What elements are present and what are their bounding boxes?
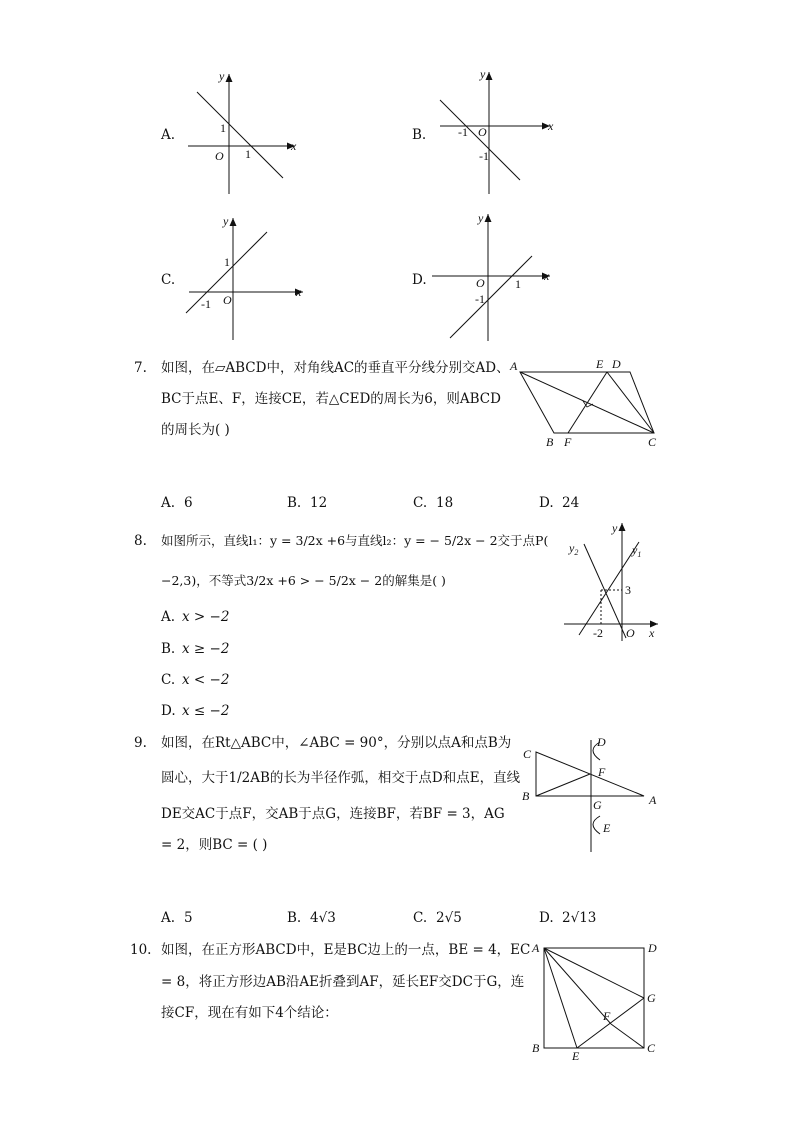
q8-option-d-label: D. — [161, 703, 176, 719]
y-intercept-label: -1 — [475, 292, 485, 306]
q7-number: 7. — [134, 360, 147, 376]
x-intercept-label: -1 — [201, 297, 211, 311]
y-value-label: 3 — [625, 583, 631, 597]
q8-text-line1: 如图所示，直线l₁：y = 3/2x +6与直线l₂：y = − 5/2x − 2交于点P( — [161, 533, 549, 548]
y-axis-arrow-icon — [230, 218, 237, 226]
point-b-label: B — [522, 789, 530, 803]
q6-option-b-label: B. — [412, 127, 427, 143]
q8-number: 8. — [134, 533, 147, 549]
q10-square-figure — [528, 938, 664, 1068]
x-intercept-label: 1 — [515, 277, 521, 291]
origin-label: O — [223, 293, 232, 307]
q8-option-c-label: C. — [161, 672, 176, 688]
perpendicular-bisector-ef — [568, 372, 607, 433]
y-intercept-label: 1 — [220, 121, 226, 135]
y-label: y — [223, 214, 229, 228]
q9-text-line2: 圆心，大于1/2AB的长为半径作弧，相交于点D和点E，直线 — [161, 770, 521, 786]
graph-line — [450, 256, 532, 338]
q9-text-line3: DE交AC于点F，交AB于点G，连接BF，若BF = 3，AG — [161, 806, 505, 822]
point-e-label: E — [603, 821, 611, 835]
segment-cf — [611, 1024, 644, 1048]
segment-bf — [536, 774, 590, 796]
q7-parallelogram-figure — [508, 356, 662, 455]
q6-graph-c — [183, 212, 313, 348]
q8-option-b-text: x ≥ −2 — [182, 641, 230, 657]
point-a-label: A — [649, 793, 657, 807]
q7-option-d-label: D. — [539, 495, 554, 511]
q7-option-c-label: C. — [413, 495, 428, 511]
point-f-label: F — [603, 1009, 611, 1023]
q9-option-b-label: B. — [287, 910, 302, 926]
q8-text-line2: −2,3)，不等式3/2x +6 > − 5/2x − 2的解集是( ) — [161, 573, 446, 588]
q8-option-c-text: x < −2 — [182, 672, 230, 688]
y-axis-arrow-icon — [485, 214, 492, 222]
point-f-label: F — [564, 435, 572, 449]
q10-text-line1: 如图，在正方形ABCD中，E是BC边上的一点，BE = 4，EC — [161, 942, 531, 958]
q6-graph-b — [434, 66, 564, 200]
q9-option-a-text: 5 — [184, 910, 193, 926]
arc-e — [593, 816, 600, 834]
y-intercept-label: -1 — [479, 149, 489, 163]
q8-graph-figure — [560, 520, 665, 649]
q8-option-d-text: x ≤ −2 — [182, 703, 230, 719]
point-c-label: C — [647, 1041, 656, 1055]
x-label: x — [544, 269, 550, 283]
segment-ag — [544, 948, 644, 998]
q7-option-b-label: B. — [287, 495, 302, 511]
q7-option-a-label: A. — [161, 495, 176, 511]
segment-ae — [544, 948, 577, 1048]
point-d-label: D — [597, 735, 606, 749]
l1-label: $y_1$ — [632, 543, 642, 559]
q6-option-a-label: A. — [161, 127, 176, 143]
square-abcd — [544, 948, 644, 1048]
x-label: x — [296, 285, 302, 299]
q7-text-line1: 如图，在▱ABCD中，对角线AC的垂直平分线分别交AD、 — [161, 360, 510, 376]
point-d-label: D — [648, 941, 657, 955]
q9-text-line4: = 2，则BC = ( ) — [161, 837, 268, 853]
y-axis-arrow-icon — [619, 523, 626, 531]
origin-label: O — [626, 626, 635, 640]
q9-triangle-figure — [518, 734, 663, 860]
graph-line — [197, 92, 283, 178]
origin-label: O — [476, 276, 485, 290]
x-value-label: -2 — [593, 626, 603, 640]
y-label: y — [480, 67, 486, 81]
q9-option-c-label: C. — [413, 910, 428, 926]
y-axis-arrow-icon — [226, 74, 233, 82]
x-label: x — [291, 139, 297, 153]
q9-option-d-text: 2√13 — [562, 910, 597, 926]
q10-text-line2: = 8，将正方形边AB沿AE折叠到AF，延长EF交DC于G，连 — [161, 974, 525, 990]
q6-option-c-label: C. — [161, 272, 176, 288]
x-axis-label: x — [649, 626, 655, 640]
q8-option-a-label: A. — [161, 609, 176, 625]
point-c-label: C — [523, 747, 532, 761]
x-intercept-label: -1 — [458, 125, 468, 139]
point-e-label: E — [572, 1049, 580, 1063]
point-a-label: A — [532, 941, 540, 955]
y-axis-label: y — [612, 521, 618, 535]
q9-option-a-label: A. — [161, 910, 176, 926]
segment-af — [544, 948, 611, 1024]
q9-option-c-text: 2√5 — [436, 910, 462, 926]
origin-label: O — [478, 125, 487, 139]
q7-text-line2: BC于点E、F，连接CE，若△CED的周长为6，则ABCD — [161, 391, 501, 407]
q8-option-a-text: x > −2 — [182, 609, 230, 625]
q6-graph-a — [183, 68, 303, 202]
q10-number: 10. — [130, 942, 152, 958]
y-label: y — [478, 211, 484, 225]
q9-option-b-text: 4√3 — [310, 910, 336, 926]
point-a-label: A — [510, 359, 518, 373]
point-b-label: B — [532, 1041, 540, 1055]
x-label: x — [548, 119, 554, 133]
point-d-label: D — [612, 357, 621, 371]
point-b-label: B — [546, 435, 554, 449]
q8-option-b-label: B. — [161, 641, 176, 657]
origin-label: O — [215, 149, 224, 163]
q9-option-d-label: D. — [539, 910, 554, 926]
segment-ce — [607, 372, 654, 433]
q7-option-c-text: 18 — [436, 495, 454, 511]
x-intercept-label: 1 — [245, 147, 251, 161]
q7-option-b-text: 12 — [310, 495, 328, 511]
point-f-label: F — [598, 765, 606, 779]
q7-option-a-text: 6 — [184, 495, 193, 511]
point-c-label: C — [648, 435, 657, 449]
q7-option-d-text: 24 — [562, 495, 580, 511]
y-axis-arrow-icon — [486, 72, 493, 80]
point-e-label: E — [596, 357, 604, 371]
y-intercept-label: 1 — [224, 255, 230, 269]
q6-option-d-label: D. — [412, 272, 427, 288]
q10-text-line3: 接CF，现在有如下4个结论： — [161, 1005, 338, 1021]
graph-line — [440, 100, 520, 180]
y-label: y — [219, 69, 225, 83]
q7-text-line3: 的周长为( ) — [161, 422, 230, 438]
point-g-label: G — [647, 991, 656, 1005]
l2-label: $y_2$ — [569, 541, 579, 557]
point-g-label: G — [593, 798, 602, 812]
q9-number: 9. — [134, 735, 147, 751]
q9-text-line1: 如图，在Rt△ABC中，∠ABC = 90°，分别以点A和点B为 — [161, 735, 512, 751]
q6-graph-d — [428, 208, 558, 348]
